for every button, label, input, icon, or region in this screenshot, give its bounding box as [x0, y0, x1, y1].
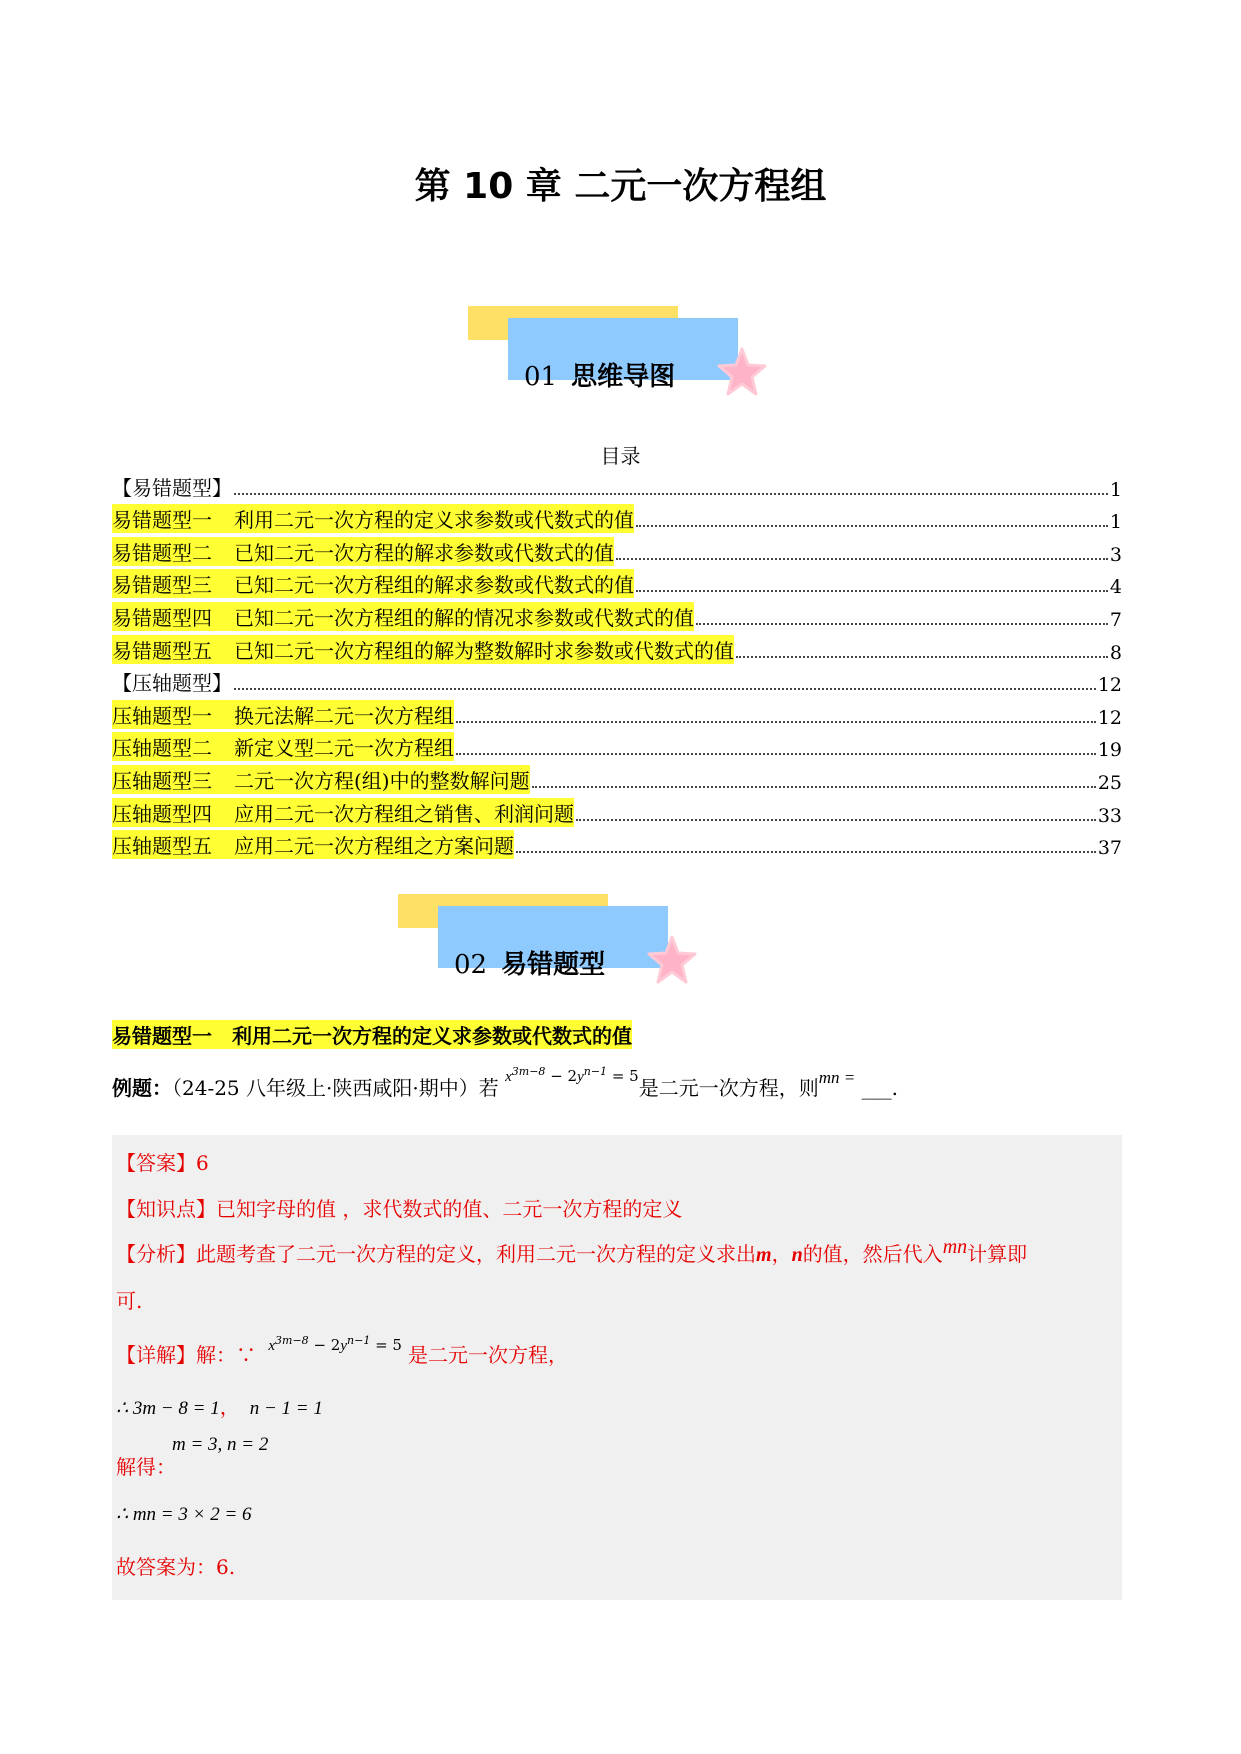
toc-row-label: 压轴题型二 新定义型二元一次方程组	[112, 732, 454, 761]
toc-row[interactable]	[112, 533, 1122, 566]
toc-row-label: 易错题型四 已知二元一次方程组的解的情况求参数或代数式的值	[112, 602, 694, 631]
toc-leader-dots	[456, 753, 1096, 755]
toc-leader-dots	[456, 721, 1096, 723]
example-source: （24-25 八年级上·陕西咸阳·期中）若	[172, 1076, 499, 1100]
example-question	[112, 1065, 898, 1101]
section-banner-mindmap	[468, 306, 788, 416]
section-title: 易错题型	[501, 950, 606, 980]
toc-row-label: 易错题型一 利用二元一次方程的定义求参数或代数式的值	[112, 504, 634, 533]
equation-formula: x3m−8 − 2yn−1 = 5	[505, 1065, 639, 1085]
toc-leader-dots	[576, 819, 1096, 821]
analysis-line: 【分析】此题考查了二元一次方程的定义，利用二元一次方程的定义求出m，n的值，然后代入mn计算即	[116, 1236, 1028, 1266]
answer-line: 【答案】6	[116, 1151, 209, 1175]
toc-row-label: 压轴题型三 二元一次方程(组)中的整数解问题	[112, 765, 530, 794]
toc-row-page: 7	[1109, 608, 1122, 631]
toc-row[interactable]	[112, 827, 1122, 860]
toc-row[interactable]	[112, 468, 1122, 501]
detail-line: 【详解】解：∵ $^{x^{3m-8} - 2y^{n-1} = 5}$ 是二元一次方程，	[116, 1334, 568, 1367]
toc-row-page: 12	[1097, 706, 1122, 729]
solve-equation: m = 3, n = 2	[172, 1434, 269, 1455]
toc-leader-dots	[234, 688, 1096, 690]
solve-line: 解得：	[116, 1455, 176, 1479]
toc-row-label: 压轴题型一 换元法解二元一次方程组	[112, 700, 454, 729]
toc-row-label: 易错题型二 已知二元一次方程的解求参数或代数式的值	[112, 537, 614, 566]
toc-row-page: 37	[1097, 837, 1122, 860]
section-number: 02	[454, 950, 488, 980]
toc-leader-dots	[736, 656, 1108, 658]
toc-leader-dots	[636, 590, 1108, 592]
toc-row[interactable]	[112, 794, 1122, 827]
toc-row-label: 压轴题型四 应用二元一次方程组之销售、利润问题	[112, 798, 574, 827]
toc-leader-dots	[616, 558, 1108, 560]
answer-blank: ___.	[861, 1076, 898, 1100]
toc-row-page: 4	[1109, 576, 1122, 599]
toc-row-label: 易错题型三 已知二元一次方程组的解求参数或代数式的值	[112, 569, 634, 598]
result-line: ∴ mn = 3 × 2 = 6	[116, 1504, 252, 1525]
example-lead: 例题：	[112, 1076, 172, 1100]
toc-row-page: 12	[1097, 674, 1122, 697]
toc-row-label: 压轴题型五 应用二元一次方程组之方案问题	[112, 830, 514, 859]
toc-row-page: 3	[1109, 543, 1122, 566]
analysis-line-continued: 可.	[116, 1289, 143, 1313]
mn-expression: mn =	[818, 1068, 856, 1087]
example-after: 是二元一次方程，则	[638, 1076, 819, 1100]
toc-leader-dots	[636, 525, 1108, 527]
knowledge-point-line: 【知识点】已知字母的值 ，求代数式的值、二元一次方程的定义	[116, 1197, 683, 1221]
toc-row[interactable]	[112, 501, 1122, 534]
section-label	[454, 944, 605, 981]
section-label	[524, 356, 675, 393]
toc-row-page: 19	[1097, 739, 1122, 762]
toc-row-page: 8	[1109, 641, 1122, 664]
toc-row-page: 33	[1097, 804, 1122, 827]
toc-leader-dots	[532, 786, 1096, 788]
toc-row[interactable]	[112, 598, 1122, 631]
question-type-heading: 易错题型一 利用二元一次方程的定义求参数或代数式的值	[112, 1020, 632, 1049]
page-title: 第 10 章 二元一次方程组	[414, 166, 827, 207]
step-line: ∴ 3m − 8 = 1， n − 1 = 1	[116, 1395, 323, 1419]
star-icon	[646, 934, 698, 986]
toc-row-label: 【易错题型】	[112, 475, 232, 500]
toc-row-label: 【压轴题型】	[112, 671, 232, 696]
star-icon	[716, 346, 768, 398]
toc-leader-dots	[696, 623, 1108, 625]
toc-row[interactable]	[112, 761, 1122, 794]
toc-row-page: 25	[1097, 771, 1122, 794]
toc-leader-dots	[234, 493, 1108, 495]
toc-row[interactable]	[112, 696, 1122, 729]
toc-heading: 目录	[600, 444, 641, 468]
toc-leader-dots	[516, 851, 1096, 853]
toc-row[interactable]	[112, 566, 1122, 599]
toc-row[interactable]	[112, 729, 1122, 762]
section-banner-error-prone	[398, 894, 718, 1004]
toc-row-page: 1	[1109, 478, 1122, 501]
toc-row-label: 易错题型五 已知二元一次方程组的解为整数解时求参数或代数式的值	[112, 635, 734, 664]
answer-panel	[112, 1135, 1122, 1600]
final-answer-line: 故答案为：6.	[116, 1555, 236, 1579]
section-title: 思维导图	[571, 362, 676, 392]
table-of-contents	[112, 468, 1122, 859]
toc-row[interactable]	[112, 664, 1122, 697]
toc-row[interactable]	[112, 631, 1122, 664]
toc-row-page: 1	[1109, 511, 1122, 534]
section-number: 01	[524, 362, 558, 392]
